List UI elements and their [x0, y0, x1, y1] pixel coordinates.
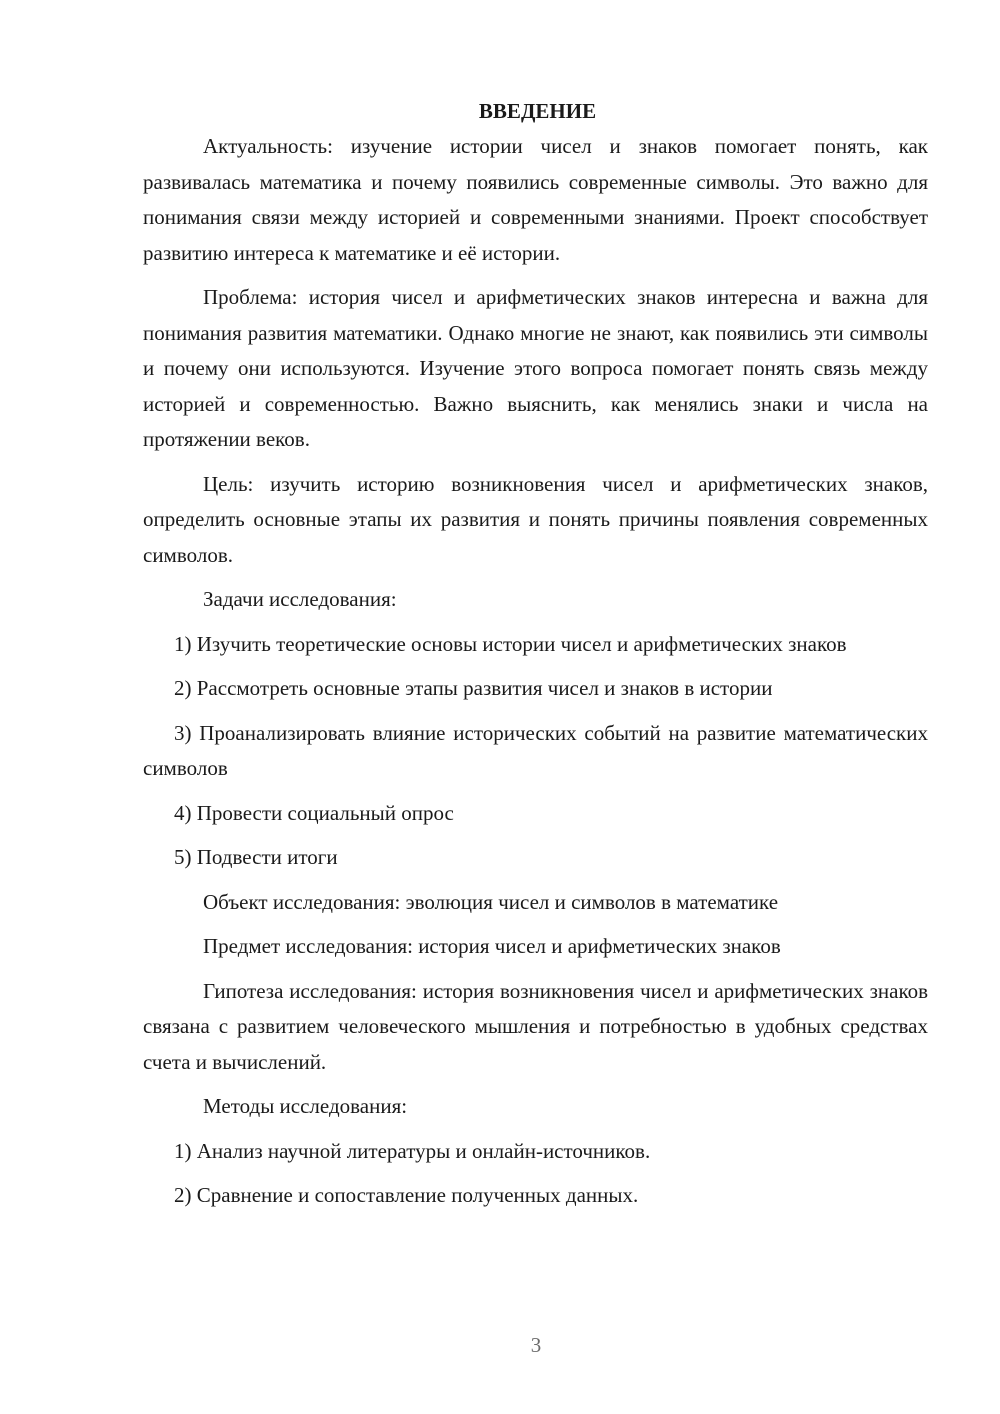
relevance-paragraph: Актуальность: изучение истории чисел и знаков помогает понять, как развивалась математика и почему появились современные символы. Это важно для понимания связи между историей и современными знаниями. Проект способствует развитию интереса к математике и её истории.: [143, 134, 928, 265]
method-item-1: 1) Анализ научной литературы и онлайн-источников.: [174, 1138, 651, 1163]
subject-paragraph: Предмет исследования: история чисел и арифметических знаков: [203, 934, 781, 958]
goal-paragraph: Цель: изучить историю возникновения чисел и арифметических знаков, определить основные этапы их развития и понять причины появления современных символов.: [143, 471, 928, 567]
object-paragraph: Объект исследования: эволюция чисел и символов в математике: [203, 889, 779, 914]
tasks-heading: Задачи исследования:: [203, 587, 397, 611]
problem-paragraph: Проблема: история чисел и арифметических знаков интересна и важна для понимания развития математики. Однако многие не знают, как появились эти символы и почему они используются. Изучение этого вопроса помогает понять связь между историей и современностью. Важно выяснить, как менялись знаки и числа на протяжении веков.: [143, 285, 928, 451]
methods-heading: Методы исследования:: [203, 1094, 408, 1118]
page-number: 3: [530, 1333, 542, 1357]
task-item-5: 5) Подвести итоги: [174, 845, 338, 869]
hypothesis-paragraph: Гипотеза исследования: история возникновения чисел и арифметических знаков связана с развитием человеческого мышления и потребностью в удобных средствах счета и вычислений.: [143, 978, 928, 1074]
task-item-4: 4) Провести социальный опрос: [174, 800, 454, 825]
section-title: ВВЕДЕНИЕ: [478, 99, 597, 123]
task-item-1: 1) Изучить теоретические основы истории чисел и арифметических знаков: [174, 631, 847, 656]
page-content: [143, 94, 928, 1214]
task-item-2: 2) Рассмотреть основные этапы развития чисел и знаков в истории: [174, 676, 773, 700]
task-item-3: 3) Проанализировать влияние исторических событий на развитие математических символов: [143, 720, 928, 780]
method-item-2: 2) Сравнение и сопоставление полученных данных.: [174, 1183, 639, 1207]
